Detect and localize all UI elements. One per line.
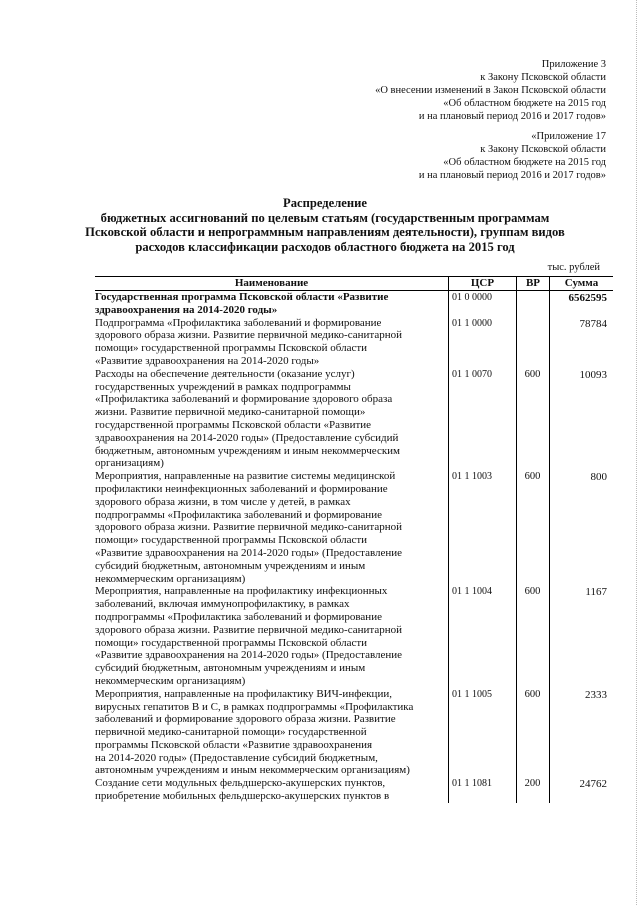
title-line: бюджетных ассигнований по целевым статьям (государственным программам — [100, 210, 550, 225]
row-csr: 01 1 1004 — [452, 586, 492, 598]
row-name-line: первичной медико-санитарной помощи» государственной — [95, 726, 367, 739]
row-name-line: Создание сети модульных фельдшерско-акушерских пунктов, — [95, 777, 386, 790]
annex-line: «Приложение 17 — [531, 131, 606, 142]
annex-3-header — [375, 58, 606, 123]
row-name — [95, 585, 450, 687]
row-vr: 600 — [524, 586, 541, 598]
row-name-line: Государственная программа Псковской области «Развитие — [95, 291, 389, 303]
row-csr: 01 1 0000 — [452, 317, 492, 329]
row-name — [95, 291, 450, 317]
units-label: тыс. рублей — [547, 262, 600, 273]
row-name-line: помощи» государственной программы Псковской области — [95, 636, 368, 649]
row-name-line: здравоохранения на 2014-2020 годы» (Предоставление субсидий — [95, 431, 399, 444]
row-vr: 600 — [524, 688, 541, 700]
row-name-line: Расходы на обеспечение деятельности (оказание услуг) — [95, 367, 355, 380]
row-name — [95, 368, 450, 470]
header-csr: ЦСР — [470, 277, 495, 289]
header-vr: ВР — [525, 277, 541, 289]
row-name-line: программы Псковской области «Развитие здравоохранения — [95, 738, 373, 751]
annex-17-header — [419, 130, 606, 182]
row-sum: 78784 — [579, 317, 607, 330]
row-name-line: «Развитие здравоохранения на 2014-2020 годы» (Предоставление — [95, 546, 403, 559]
row-name-line: Подпрограмма «Профилактика заболеваний и формирование — [95, 316, 382, 329]
annex-line: Приложение 3 — [541, 59, 606, 70]
row-name-line: здорового образа жизни. Развитие первичной медико-санитарной — [95, 521, 402, 534]
row-name — [95, 317, 450, 368]
row-name-line: на 2014-2020 годы» (Предоставление субсидий бюджетным, — [95, 751, 378, 764]
table-row — [95, 291, 613, 317]
row-name — [95, 470, 450, 585]
row-csr: 01 1 1081 — [452, 778, 492, 790]
allocation-table — [95, 276, 613, 803]
table-body — [95, 291, 613, 803]
row-vr: 200 — [524, 778, 541, 790]
row-name-line: вирусных гепатитов В и С, в рамках подпрограммы «Профилактика — [95, 700, 414, 713]
row-name-line: здравоохранения на 2014-2020 годы» — [95, 303, 278, 316]
scan-edge — [636, 0, 637, 905]
header-sum: Сумма — [564, 277, 599, 289]
row-name-line: здорового образа жизни, в том числе у детей, в рамках — [95, 495, 351, 508]
row-name-line: заболеваний, включая иммунопрофилактику, в рамках — [95, 598, 350, 611]
annex-line: и на плановый период 2016 и 2017 годов» — [418, 111, 606, 122]
row-sum: 10093 — [579, 368, 607, 381]
row-name-line: автономным учреждениям и иным некоммерческим организациям) — [95, 764, 410, 777]
row-csr: 01 0 0000 — [452, 292, 492, 303]
title-line: расходов классификации расходов областного бюджета на 2015 год — [135, 239, 515, 254]
table-row — [95, 317, 613, 368]
row-sum: 1167 — [585, 586, 607, 599]
row-name-line: жизни. Развитие первичной медико-санитарной помощи» — [95, 406, 366, 419]
annex-line: «О внесении изменений в Закон Псковской области — [375, 85, 606, 96]
row-name-line: помощи» государственной программы Псковской области — [95, 342, 368, 355]
table-row — [95, 777, 613, 803]
row-name-line: государственной программы Псковской области «Развитие — [95, 418, 372, 431]
row-csr: 01 1 1005 — [452, 688, 492, 700]
row-name-line: Мероприятия, направленные на профилактику ВИЧ-инфекции, — [95, 687, 392, 700]
row-name-line: заболеваний и формирование здорового образа жизни. Развитие — [95, 713, 396, 726]
row-name-line: подпрограммы «Профилактика заболеваний и формирование — [95, 508, 382, 521]
row-name-line: «Развитие здравоохранения на 2014-2020 годы» (Предоставление — [95, 649, 403, 662]
annex-line: к Закону Псковской области — [480, 144, 606, 155]
row-sum: 2333 — [585, 688, 607, 701]
table-header — [95, 276, 613, 291]
row-name — [95, 688, 450, 778]
row-name-line: помощи» государственной программы Псковской области — [95, 534, 368, 547]
row-name-line: «Профилактика заболеваний и формирование здорового образа — [95, 393, 393, 406]
annex-line: к Закону Псковской области — [480, 72, 606, 83]
row-name-line: приобретение мобильных фельдшерско-акушерских пунктов в — [95, 790, 390, 803]
title-line: Распределение — [283, 196, 367, 210]
table-row — [95, 470, 613, 585]
row-name-line: подпрограммы «Профилактика заболеваний и формирование — [95, 610, 382, 623]
row-name-line: организациям) — [95, 457, 164, 470]
row-name-line: некоммерческим организациям) — [95, 674, 246, 687]
title-line: Псковской области и непрограммным направлениям деятельности), группам видов — [85, 225, 565, 239]
row-name-line: субсидий бюджетным, автономным учреждениям и иным — [95, 662, 366, 675]
table-row — [95, 688, 613, 778]
row-name — [95, 777, 450, 803]
row-name-line: здорового образа жизни. Развитие первичной медико-санитарной — [95, 329, 402, 342]
table-row — [95, 585, 613, 687]
row-name-line: здорового образа жизни. Развитие первичной медико-санитарной — [95, 623, 402, 636]
document-title — [80, 196, 570, 254]
row-name-line: Мероприятия, направленные на профилактику инфекционных — [95, 585, 388, 598]
row-vr: 600 — [524, 471, 541, 483]
annex-line: «Об областном бюджете на 2015 год — [443, 98, 606, 109]
row-sum: 6562595 — [568, 292, 607, 304]
row-name-line: бюджетным, автономным учреждениям и иным некоммерческим — [95, 444, 401, 457]
row-csr: 01 1 1003 — [452, 471, 492, 483]
annex-line: «Об областном бюджете на 2015 год — [443, 157, 606, 168]
row-name-line: субсидий бюджетным, автономным учреждениям и иным — [95, 559, 366, 572]
row-name-line: Мероприятия, направленные на развитие системы медицинской — [95, 470, 396, 483]
table-row — [95, 368, 613, 470]
row-name-line: некоммерческим организациям) — [95, 572, 246, 585]
row-csr: 01 1 0070 — [452, 368, 492, 380]
row-name-line: государственных учреждений в рамках подпрограммы — [95, 380, 351, 393]
annex-line: и на плановый период 2016 и 2017 годов» — [418, 170, 606, 181]
row-sum: 800 — [590, 471, 607, 484]
row-sum: 24762 — [579, 778, 607, 791]
row-name-line: «Развитие здравоохранения на 2014-2020 годы» — [95, 354, 320, 367]
row-vr: 600 — [524, 368, 541, 380]
header-name: Наименование — [234, 277, 309, 289]
row-name-line: профилактики неинфекционных заболеваний и формирование — [95, 482, 388, 495]
